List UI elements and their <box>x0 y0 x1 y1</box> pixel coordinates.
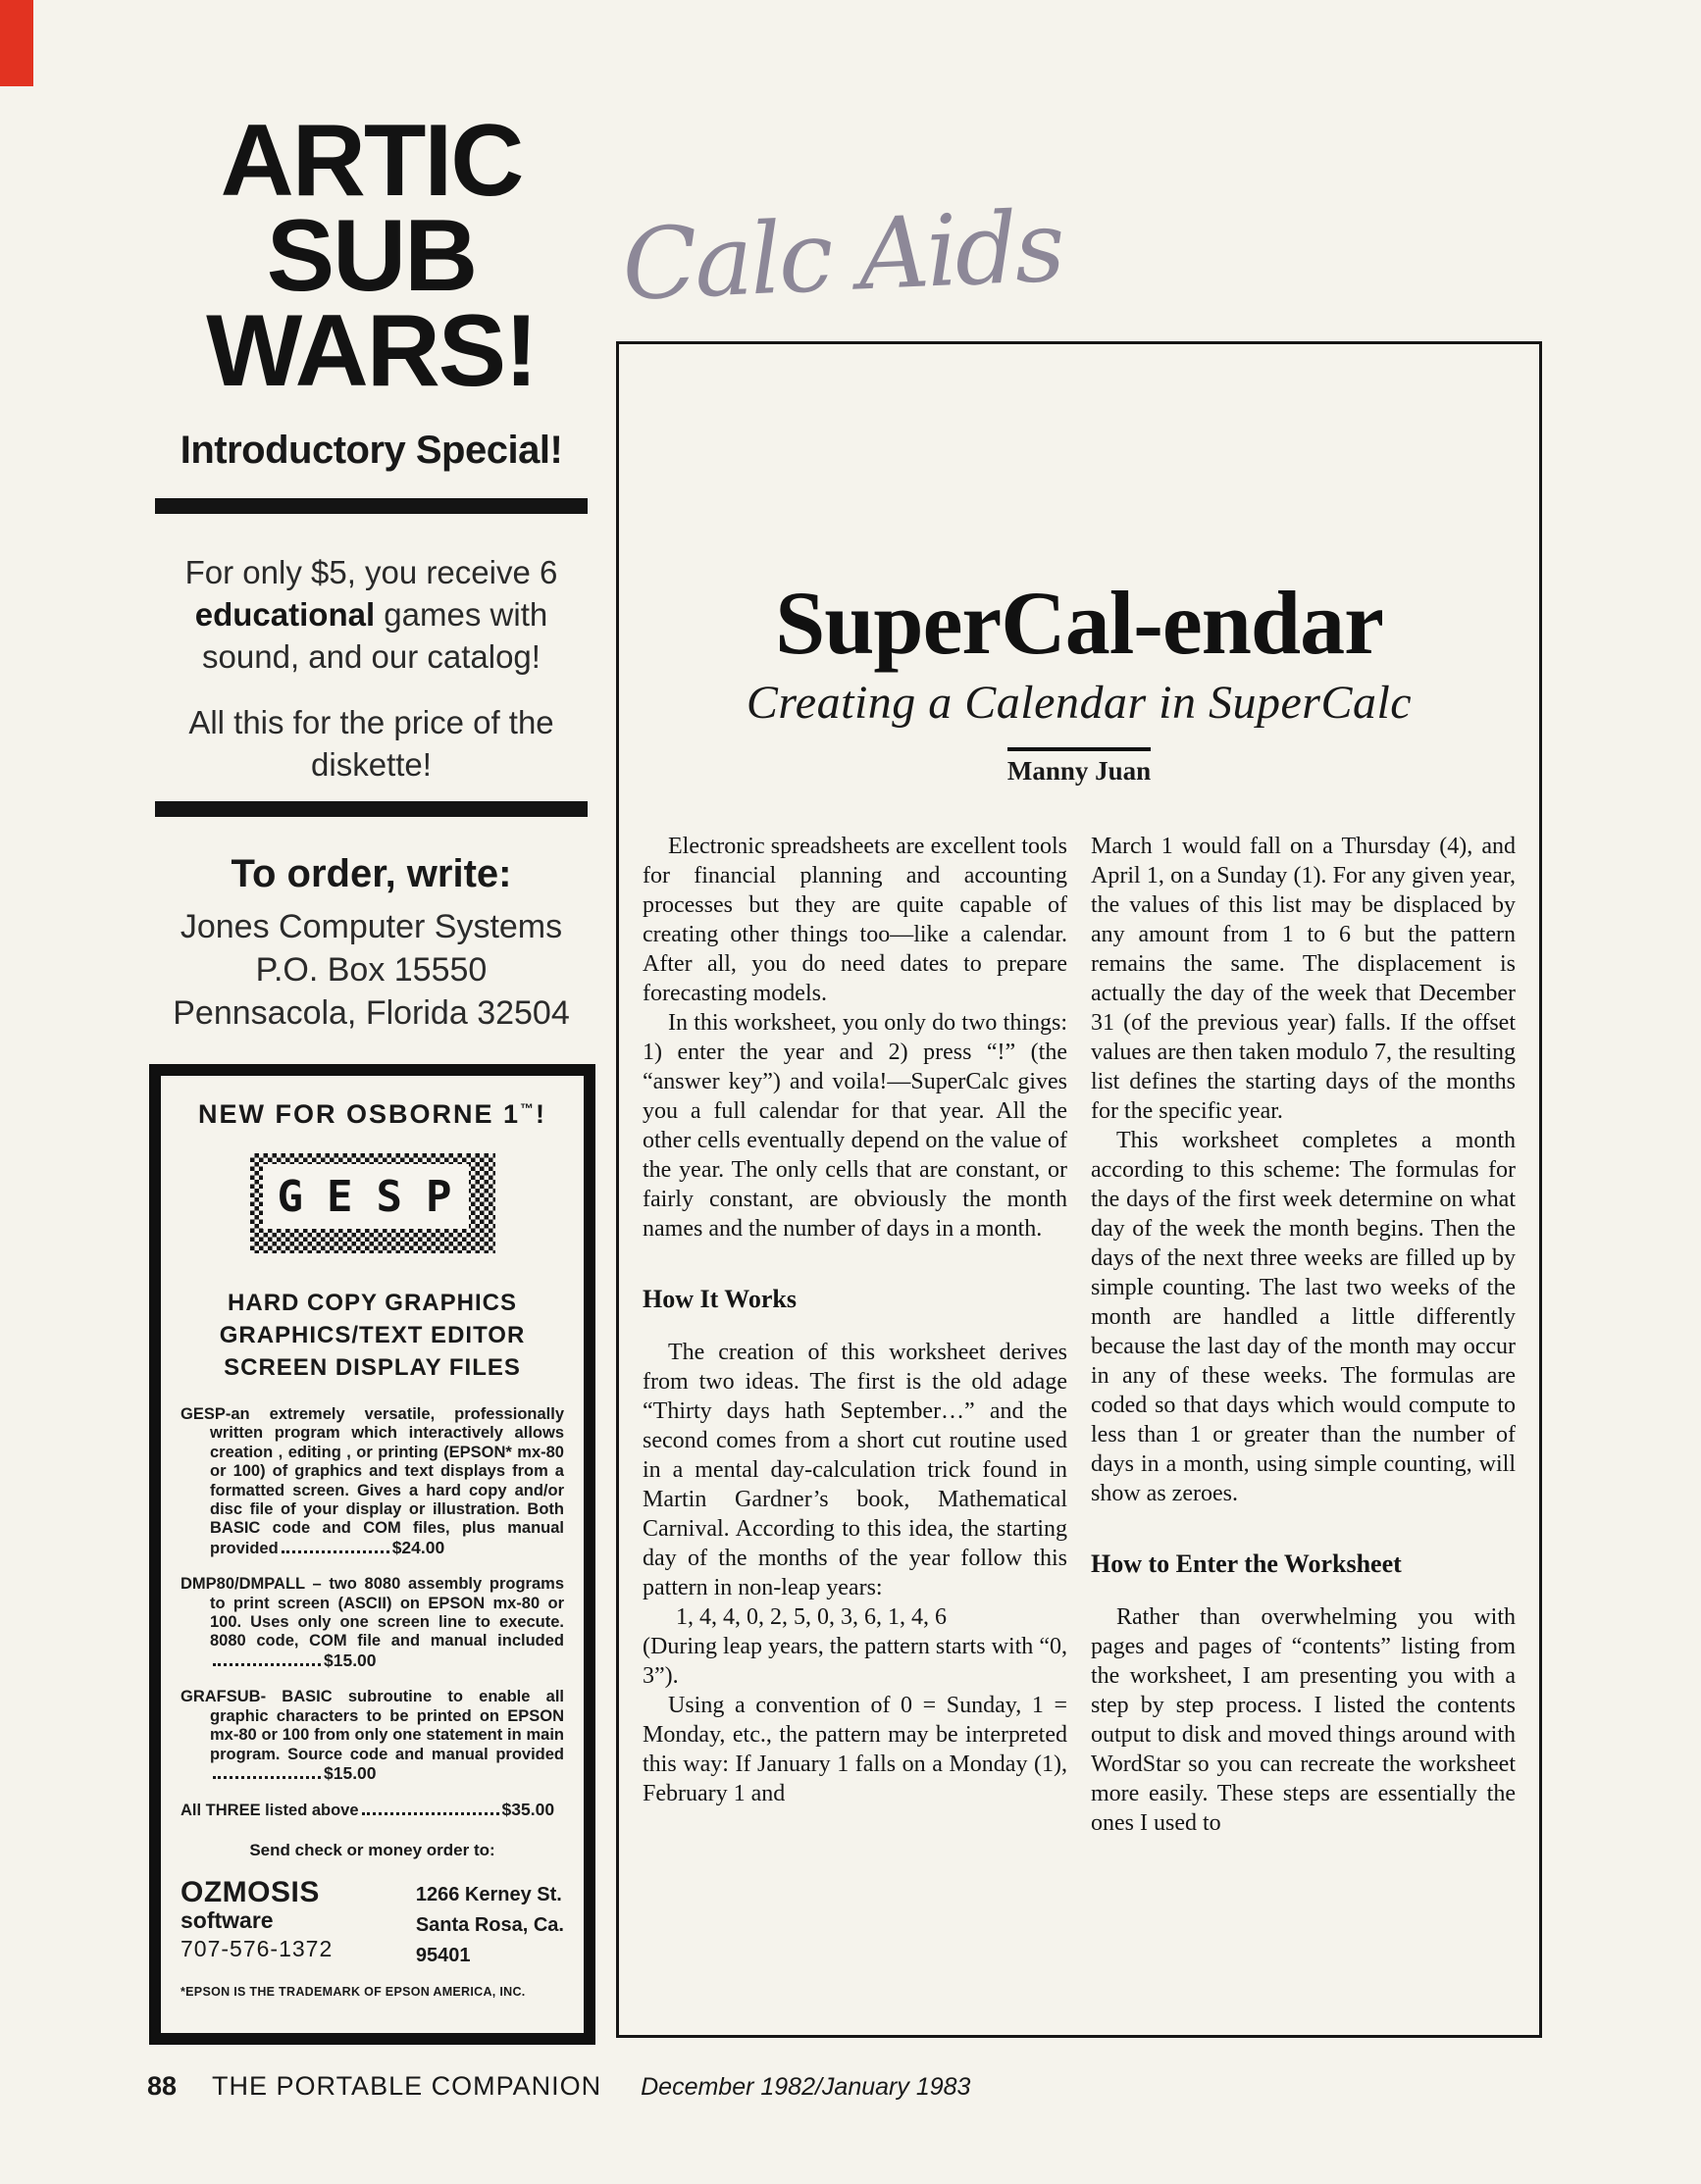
company-phone: 707-576-1372 <box>180 1935 334 1961</box>
paragraph: March 1 would fall on a Thursday (4), and April 1, on a Sunday (1). For any given year, the values of this list may be displaced by any amount from 1 to 6 but the pattern remains the same. The displacement is actually the day of the week that December 31 (of the previous year) falls. If the offset values are then taken modulo 7, the resulting list defines the starting days of the months for the specific year. <box>1091 834 1516 1124</box>
gesp-feature: GRAPHICS/TEXT EDITOR <box>219 1322 526 1348</box>
paragraph: Electronic spreadsheets are excellent tools for financial planning and accounting processes but they are quite capable of creating other things too—like a calendar. After all, you do need dates to prepare forecasting models. <box>643 834 1067 1006</box>
paragraph: (During leap years, the pattern starts with “0, 3”). <box>643 1634 1067 1689</box>
article-columns <box>643 832 1516 1838</box>
company-address-line: Santa Rosa, Ca. <box>415 1913 564 1936</box>
page-number: 88 <box>147 2071 178 2101</box>
page-footer <box>147 2071 970 2102</box>
artic-offer-text <box>153 551 590 678</box>
all-three-line <box>180 1801 564 1820</box>
send-check-line: Send check or money order to: <box>249 1840 495 1859</box>
offer-post: games with sound, and our catalog! <box>202 596 548 675</box>
divider-rule <box>155 498 588 514</box>
company-address-line: 1266 Kerney St. <box>415 1883 562 1905</box>
company-address-line: 95401 <box>415 1944 471 1966</box>
product-price: $15.00 <box>324 1762 377 1783</box>
artic-headline <box>147 104 595 408</box>
trademark-symbol: ™ <box>520 1100 537 1116</box>
red-corner-mark <box>0 0 33 86</box>
section-heading: How to Enter the Worksheet <box>1091 1549 1402 1578</box>
article-subtitle: Creating a Calendar in SuperCalc <box>746 677 1413 729</box>
artic-headline-line1: ARTIC <box>220 104 523 218</box>
paragraph: The creation of this worksheet derives from two ideas. The first is the old adage “Thirty days hath September…” and the second comes from a short cut routine used in a mental day-calculation trick found in Martin Gardner’s book, Mathematical Carnival. According to this idea, the starting day of the months of the year follow this pattern in non-leap years: <box>643 1340 1067 1600</box>
magazine-name: THE PORTABLE COMPANION <box>212 2071 602 2101</box>
gesp-banner-excl: ! <box>536 1099 547 1129</box>
paragraph: In this worksheet, you only do two things: 1) enter the year and 2) press “!” (the “answer key”) and voila!—SuperCalc gives you a full calendar for that year. All the other cells eventually depend on the value of the year. The only cells that are constant, or fairly constant, are obviously the month names and the number of days in a month. <box>643 1010 1067 1242</box>
offer-bold-word: educational <box>194 596 376 633</box>
gesp-logo <box>250 1153 495 1253</box>
product-desc: GRAFSUB- BASIC subroutine to enable all graphic characters to be printed on EPSON mx-80 or 100 from only one statement in main program. Source code and manual provided <box>180 1688 564 1763</box>
paragraph: Rather than overwhelming you with pages and pages of “contents” listing from the worksheet, I am presenting you with a step by step process. I listed the contents output to disk and moved things around with WordStar so you can recreate the worksheet more easily. These steps are essentially the ones I used to <box>1091 1604 1516 1836</box>
all-three-label: All THREE listed above <box>180 1802 359 1820</box>
product-grafsub <box>180 1688 564 1784</box>
article-title: SuperCal-endar <box>775 573 1383 673</box>
company-name2: software <box>180 1906 274 1933</box>
product-dmp80 <box>180 1575 564 1671</box>
gesp-ad <box>149 1064 595 2045</box>
dot-leader <box>213 1765 321 1779</box>
gesp-product-list <box>180 1405 564 1821</box>
supercalendar-article <box>616 341 1542 2038</box>
artic-offer2-text: All this for the price of the diskette! <box>188 704 554 783</box>
all-three-price: $35.00 <box>501 1800 555 1820</box>
order-address-line: Jones Computer Systems <box>180 908 563 945</box>
order-address-line: Pennsacola, Florida 32504 <box>173 994 570 1032</box>
company-right <box>416 1878 564 1969</box>
gesp-feature: SCREEN DISPLAY FILES <box>224 1354 521 1381</box>
section-heading: How It Works <box>643 1285 797 1313</box>
paragraph: Using a convention of 0 = Sunday, 1 = Monday, etc., the pattern may be interpreted this way: If January 1 falls on a Monday (1), February 1 and <box>643 1693 1067 1806</box>
gesp-feature-list <box>180 1287 564 1384</box>
artic-headline-line2: SUB <box>266 199 477 313</box>
order-address-line: P.O. Box 15550 <box>255 951 488 989</box>
artic-sub-wars-ad <box>147 0 595 1032</box>
company-name: OZMOSIS <box>180 1875 320 1908</box>
article-column-2 <box>1091 832 1516 1838</box>
product-desc: GESP-an extremely versatile, professionally written program which interactively allows creation , editing , or printing (EPSON* mx-80 or 100) of graphics and text displays from a formatted screen. Gives a hard copy and/or disc file of your display or illustration. Both BASIC code and COM files, plus manual provided <box>180 1405 564 1557</box>
dot-leader <box>213 1652 321 1666</box>
gesp-banner <box>180 1099 564 1130</box>
dot-leader <box>362 1802 499 1815</box>
product-desc: DMP80/DMPALL – two 8080 assembly programs to print screen (ASCII) on EPSON mx-80 or 100. Uses only one screen line to execute. 8080 code, COM file and manual included <box>180 1575 564 1651</box>
paragraph: This worksheet completes a month according to this scheme: The formulas for the days of the first week determine on what day of the week the month begins. Then the days of the next three weeks are filled up by simple counting. The last two weeks of the month are handled a little differently because the last day of the month may occur in any of these weeks. The formulas are coded so that days which would compute to less than 1 or greater than the number of days in a month, using simple counting, will show as zeroes. <box>1091 1128 1516 1506</box>
gesp-feature: HARD COPY GRAPHICS <box>228 1290 517 1316</box>
order-heading: To order, write: <box>231 852 512 895</box>
product-price: $15.00 <box>324 1650 377 1670</box>
gesp-logo-text: GESP <box>263 1164 469 1229</box>
product-price: $24.00 <box>391 1537 445 1557</box>
article-column-1 <box>643 832 1067 1838</box>
issue-date: December 1982/January 1983 <box>641 2073 971 2101</box>
artic-headline-line3: WARS! <box>206 294 537 408</box>
pattern-line: 1, 4, 4, 0, 2, 5, 0, 3, 6, 1, 4, 6 <box>676 1604 947 1630</box>
offer-pre: For only $5, you receive 6 <box>184 554 558 590</box>
divider-rule <box>155 801 588 817</box>
gesp-banner-text: NEW FOR OSBORNE 1 <box>197 1099 521 1129</box>
product-gesp <box>180 1405 564 1558</box>
article-byline: Manny Juan <box>1007 747 1151 787</box>
company-left <box>180 1875 334 1969</box>
company-block <box>180 1875 564 1969</box>
calc-aids-script: Calc Aids <box>620 188 1065 323</box>
artic-tagline: Introductory Special! <box>180 429 563 472</box>
epson-trademark-note: *EPSON IS THE TRADEMARK OF EPSON AMERICA, INC. <box>180 1984 526 1999</box>
dot-leader <box>282 1540 389 1553</box>
